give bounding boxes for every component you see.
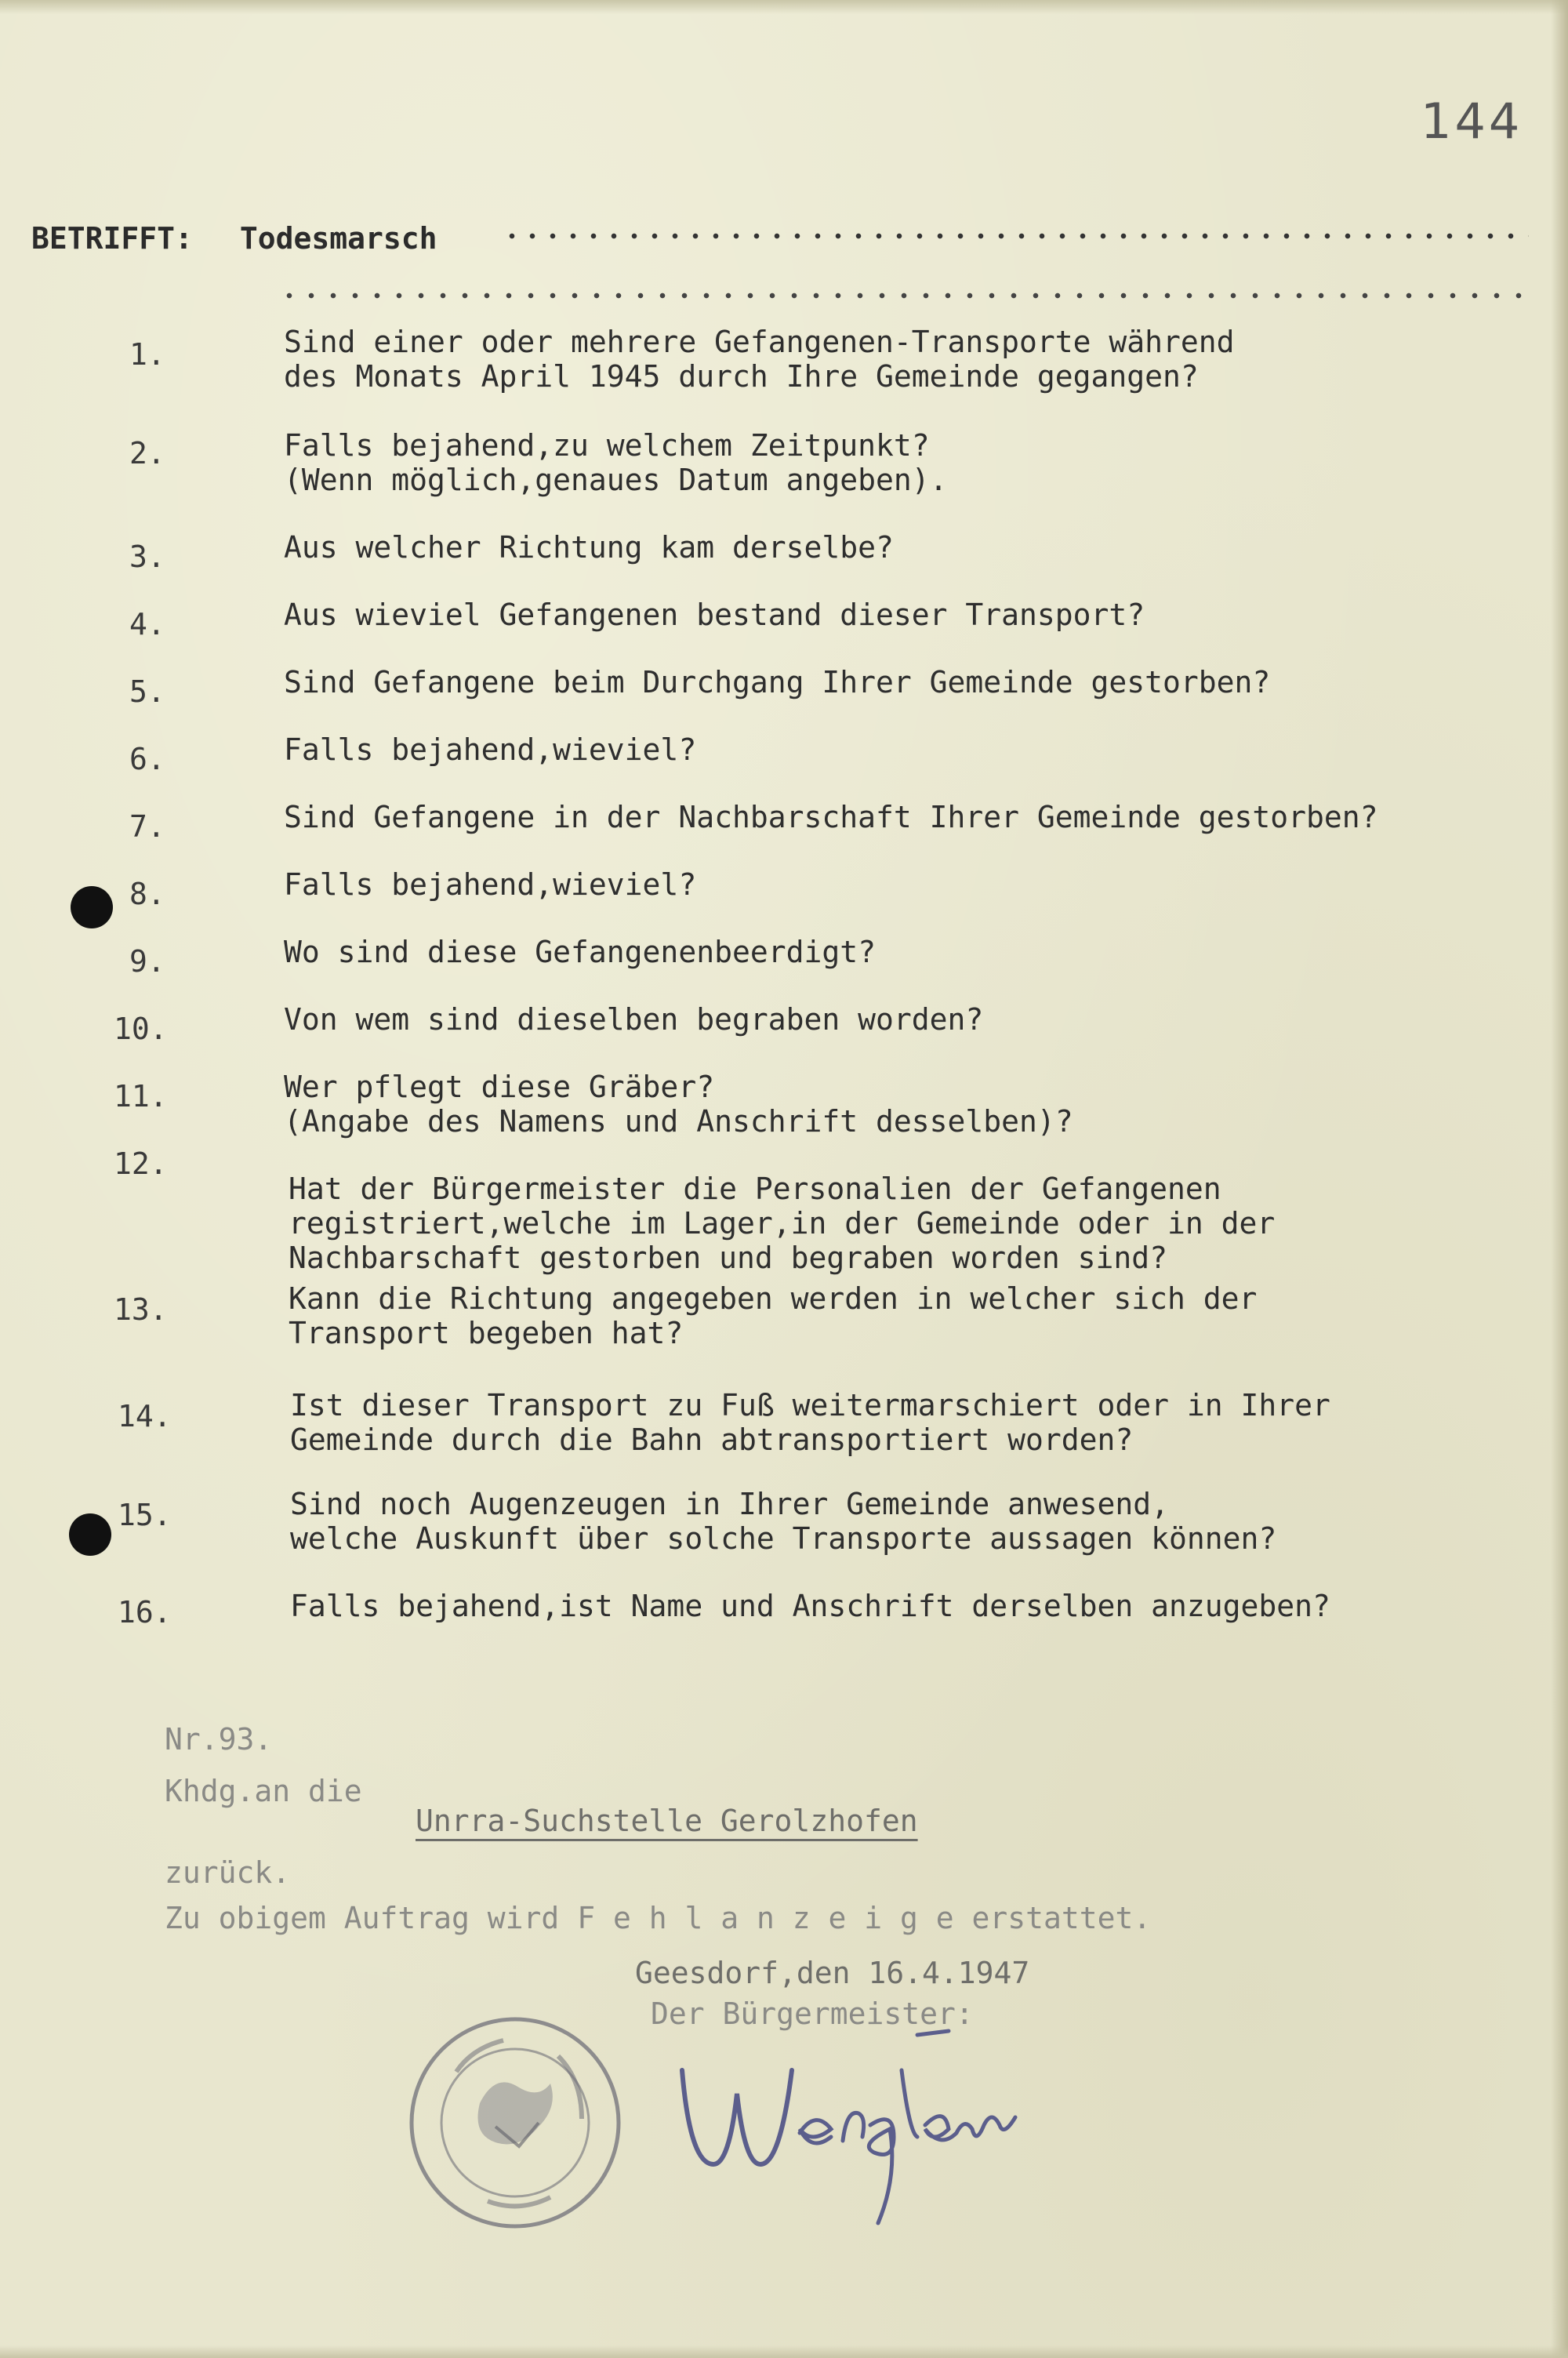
forwarding-line: Khdg.an die [165, 1774, 362, 1808]
question-number: 4. [129, 607, 165, 641]
question-text: Kann die Richtung angegeben werden in welcher sich der Transport begeben hat? [289, 1281, 1258, 1350]
question-number: 1. [129, 337, 165, 372]
question-text: Von wem sind dieselben begraben worden? [284, 1002, 984, 1037]
report-statement: Zu obigem Auftrag wird F e h l a n z e i g e erstattet. [165, 1901, 1152, 1935]
recipient-office: Unrra-Suchstelle Gerolzhofen [416, 1804, 918, 1838]
dotted-fill-line [502, 232, 1529, 240]
signatory-title: Der Bürgermeister: [651, 1996, 974, 2031]
question-number: 13. [114, 1292, 168, 1327]
reference-number: Nr.93. [165, 1722, 273, 1757]
question-text: Wer pflegt diese Gräber? (Angabe des Namens und Anschrift desselben)? [284, 1070, 1073, 1139]
question-text: Falls bejahend,ist Name und Anschrift derselben anzugeben? [290, 1589, 1330, 1623]
subject-label: BETRIFFT: [31, 221, 193, 256]
question-number: 9. [129, 944, 165, 979]
handwritten-signature [666, 2023, 1043, 2235]
question-number: 3. [129, 540, 165, 574]
dotted-fill-line-2 [278, 292, 1533, 300]
question-text: Sind Gefangene in der Nachbarschaft Ihrer Gemeinde gestorben? [284, 800, 1378, 834]
question-number: 14. [118, 1399, 172, 1433]
question-number: 11. [114, 1079, 168, 1114]
question-number: 7. [129, 809, 165, 844]
municipal-seal-stamp [401, 2009, 629, 2236]
question-text: Wo sind diese Gefangenenbeerdigt? [284, 935, 876, 969]
question-number: 15. [118, 1498, 172, 1532]
subject-line [31, 221, 437, 256]
question-number: 6. [129, 742, 165, 776]
return-note: zurück. [165, 1855, 291, 1890]
question-text: Sind Gefangene beim Durchgang Ihrer Gemeinde gestorben? [284, 665, 1271, 699]
question-text: Falls bejahend,zu welchem Zeitpunkt? (Wenn möglich,genaues Datum angeben). [284, 428, 948, 497]
question-number: 12. [114, 1146, 168, 1181]
subject-value: Todesmarsch [239, 221, 437, 256]
question-text: Sind einer oder mehrere Gefangenen-Transporte während des Monats April 1945 durch Ihre Gemeinde gegangen? [284, 325, 1235, 394]
punch-hole [71, 886, 113, 928]
question-number: 5. [129, 674, 165, 709]
paper-edge-top [0, 0, 1568, 14]
place-and-date: Geesdorf,den 16.4.1947 [635, 1956, 1030, 1990]
question-text: Sind noch Augenzeugen in Ihrer Gemeinde anwesend, welche Auskunft über solche Transporte aussagen können? [290, 1487, 1277, 1556]
question-text: Aus wieviel Gefangenen bestand dieser Transport? [284, 598, 1145, 632]
question-text: Hat der Bürgermeister die Personalien der Gefangenen registriert,welche im Lager,in der Gemeinde oder in der Nachbarschaft gestorben und begraben worden sind? [289, 1172, 1276, 1275]
question-text: Falls bejahend,wieviel? [284, 732, 697, 767]
question-number: 10. [114, 1012, 168, 1046]
paper-edge-bottom [0, 2345, 1568, 2358]
paper-edge-right [1551, 0, 1568, 2358]
page-number: 144 [1421, 93, 1523, 150]
question-text: Aus welcher Richtung kam derselbe? [284, 530, 894, 565]
question-number: 8. [129, 877, 165, 911]
question-number: 2. [129, 436, 165, 471]
punch-hole [69, 1513, 111, 1556]
question-number: 16. [118, 1595, 172, 1630]
question-text: Ist dieser Transport zu Fuß weitermarschiert oder in Ihrer Gemeinde durch die Bahn abtransportiert worden? [290, 1388, 1330, 1457]
question-text: Falls bejahend,wieviel? [284, 867, 697, 902]
